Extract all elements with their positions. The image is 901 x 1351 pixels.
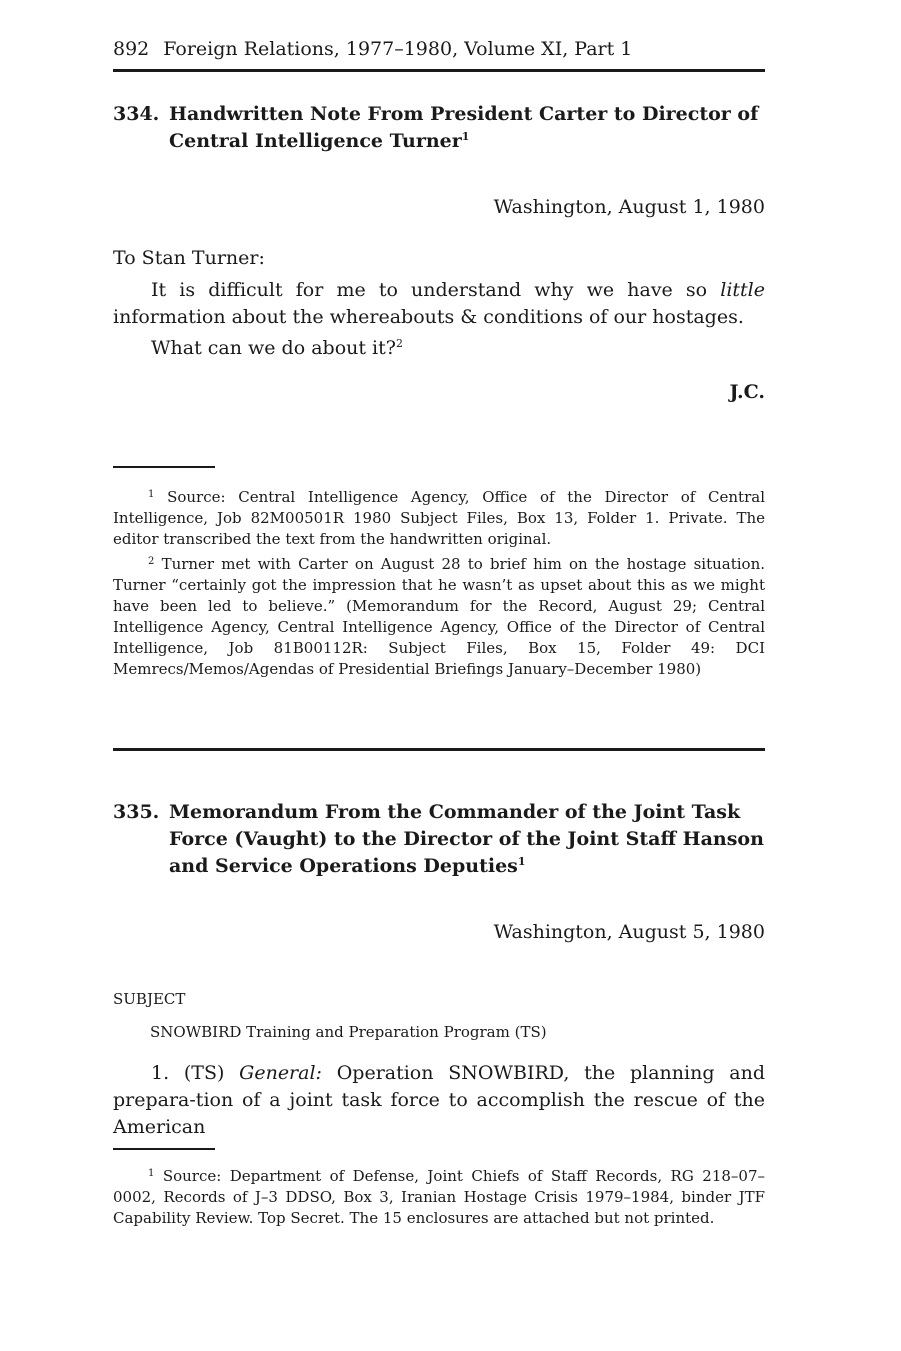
doc-334-body — [113, 277, 765, 362]
doc-335-title-text: Memorandum From the Commander of the Joint Task Force (Vaught) to the Director of the Joint Staff Hanson and Service Operations Deputies — [169, 801, 764, 877]
footnote-rule-2 — [113, 1148, 215, 1150]
doc-334-para-2-note: 2 — [395, 337, 403, 350]
doc-335-title-note: 1 — [517, 855, 526, 868]
doc-334-title — [113, 101, 765, 155]
doc-335-para-1: 1. (TS) General: Operation SNOWBIRD, the planning and prepara-tion of a joint task force to accomplish the rescue of the American — [113, 1062, 765, 1138]
doc-334-title-note: 1 — [461, 130, 470, 143]
running-title: Foreign Relations, 1977–1980, Volume XI, Part 1 — [163, 38, 633, 60]
emphasis-little: little — [720, 279, 765, 301]
doc-334-salutation: To Stan Turner: — [113, 247, 265, 269]
page-number: 892 — [113, 38, 150, 60]
doc-334-number: 334. — [113, 103, 160, 125]
subject-line: SNOWBIRD Training and Preparation Program (TS) — [150, 1023, 547, 1041]
doc-334-para-1: It is difficult for me to understand why we have so little information about the whereabouts & conditions of our hostages. — [113, 279, 765, 328]
doc-334-footnote-2: $^2$ Turner met with Carter on August 28 to brief him on the hostage situation. Turner “certainly got the impression that he wasn’t as upset about this as we might have been led to believe.” (Memorandum for the Record, August 29; Central Intelligence Agency, Central Intelligence Agency, Office of the Director of Central Intelligence, Job 81B00112R: Subject Files, Box 15, Folder 49: DCI Memrecs/Memos/Agendas of Presidential Briefings January–December 1980) — [113, 555, 765, 678]
doc-334-para-2: What can we do about it?$^2$ — [151, 337, 403, 359]
doc-335-footnote-1: $^1$ Source: Department of Defense, Joint Chiefs of Staff Records, RG 218–07–0002, Records of J–3 DDSO, Box 3, Iranian Hostage Crisis 1979–1984, binder JTF Capability Review. Top Secret. The 15 enclosures are attached but not printed. — [113, 1167, 765, 1227]
emphasis-general: General: — [239, 1062, 322, 1084]
doc-334-dateline: Washington, August 1, 1980 — [493, 196, 765, 218]
doc-334-footnotes — [113, 487, 765, 680]
doc-335-title — [113, 799, 765, 880]
doc-335-footnotes — [113, 1166, 765, 1229]
doc-334-signature: J.C. — [729, 381, 765, 403]
running-header — [113, 38, 765, 60]
header-rule — [113, 69, 765, 72]
doc-334-footnote-1: $^1$ Source: Central Intelligence Agency, Office of the Director of Central Intelligence, Job 82M00501R 1980 Subject Files, Box 13, Folder 1. Private. The editor transcribed the text from the handwritten original. — [113, 488, 765, 548]
doc-334-title-text: Handwritten Note From President Carter to Director of Central Intelligence Turner — [169, 103, 759, 152]
footnote-rule — [113, 466, 215, 468]
subject-label: SUBJECT — [113, 990, 186, 1008]
doc-335-number: 335. — [113, 801, 160, 823]
doc-335-body — [113, 1060, 765, 1141]
section-divider — [113, 748, 765, 751]
doc-335-dateline: Washington, August 5, 1980 — [493, 921, 765, 943]
